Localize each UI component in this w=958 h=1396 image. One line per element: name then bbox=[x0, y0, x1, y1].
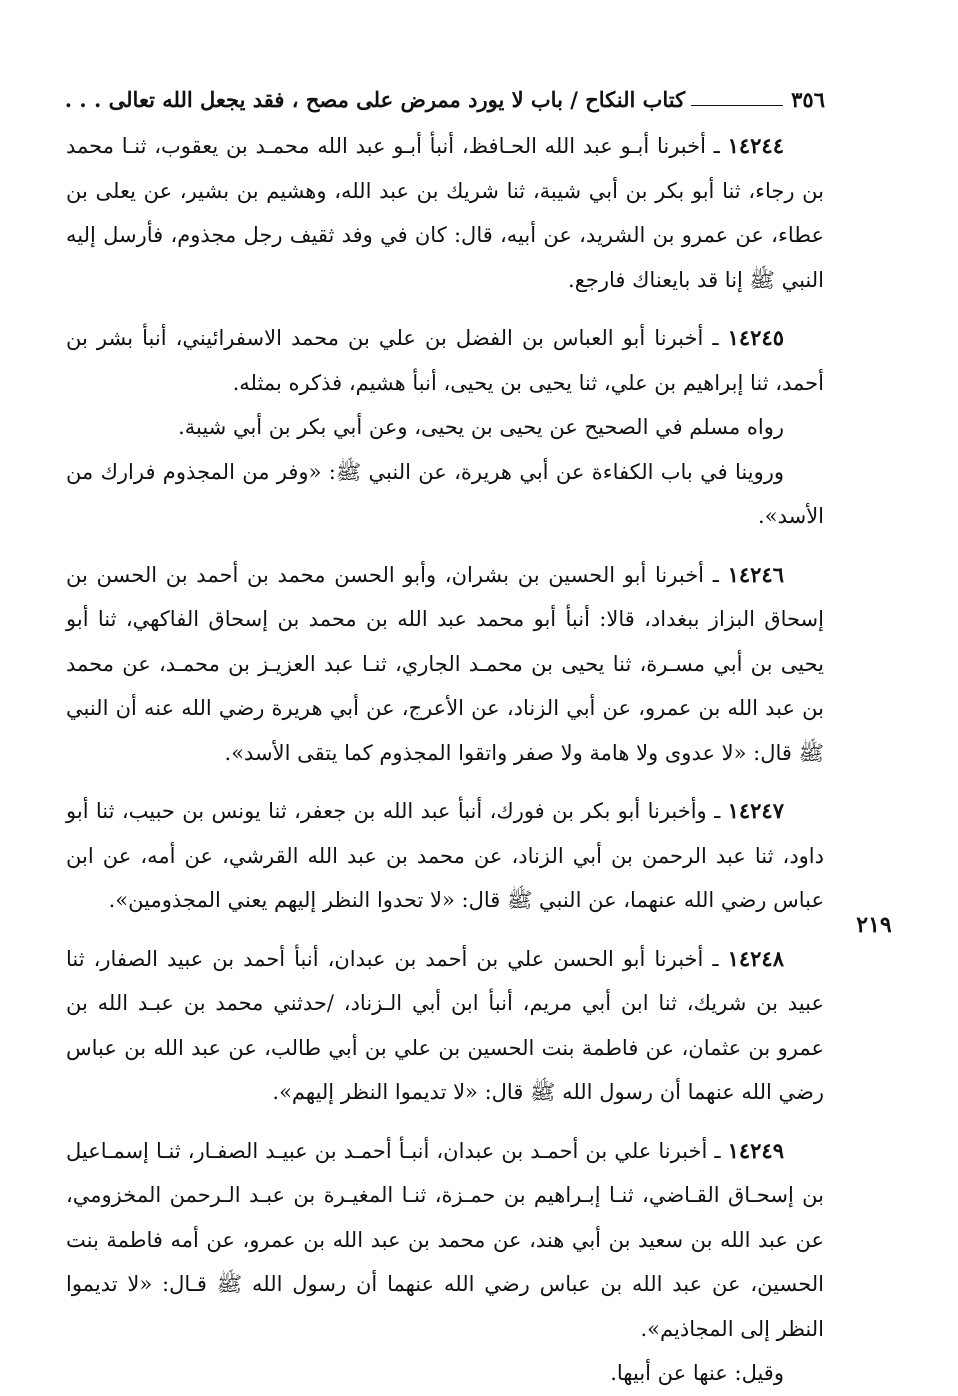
hadith-number: ١٤٢٤٥ bbox=[727, 325, 784, 350]
header-title: كتاب النكاح / باب لا يورد ممرض على مصح ، فقد يجعل الله تعالى . . . bbox=[64, 87, 686, 112]
hadith-paragraph bbox=[66, 124, 824, 302]
hadith-text: ـ وأخبرنا أبو بكر بن فورك، أنبأ عبد الله بن جعفر، ثنا يونس بن حبيب، ثنا أبو داود، ثنا عبد الرحمن بن أبي الزناد، عن محمد بن عبد الله القرشي، عن أمه، عن ابن عباس رضي الله عنهما، عن النبي ﷺ قال: «لا تحدوا النظر إليهم يعني المجذومين». bbox=[66, 799, 824, 912]
body-text bbox=[66, 124, 824, 1396]
hadith-paragraph bbox=[66, 937, 824, 1115]
commentary-text: وروينا في باب الكفاءة عن أبي هريرة، عن النبي ﷺ: «وفر من المجذوم فرارك من الأسد». bbox=[66, 459, 824, 528]
commentary-paragraph bbox=[66, 1351, 824, 1396]
hadith-paragraph bbox=[66, 1129, 824, 1352]
hadith-text: ـ أخبرنا أبو الحسين بن بشران، وأبو الحسن محمد بن أحمد بن الحسن بن إسحاق البزاز ببغداد، قالا: أنبأ أبو محمد عبد الله بن محمد بن إسحاق الفاكهي، ثنا أبو يحيى بن أبي مسـرة، ثنا يحيى بن محمـد الجاري، ثنـا عبد العزيـز بن محمـد، عن محمد بن عبد الله بن عمرو، عن أبي الزناد، عن الأعرج، عن أبي هريرة رضي الله عنه أن النبي ﷺ قال: «لا عدوى ولا هامة ولا صفر واتقوا المجذوم كما يتقى الأسد». bbox=[66, 562, 824, 765]
commentary-text: وقيل: عنها عن أبيها. bbox=[610, 1361, 784, 1385]
hadith-paragraph bbox=[66, 789, 824, 923]
page-number: ٣٥٦ bbox=[791, 87, 825, 112]
running-header bbox=[60, 68, 825, 112]
hadith-text: ـ أخبرنا أبو العباس بن الفضل بن علي بن محمد الاسفرائيني، أنبأ بشر بن أحمد، ثنا إبراهيم بن علي، ثنا يحيى بن يحيى، أنبأ هشيم، فذكره بمثله. bbox=[66, 326, 824, 395]
hadith-paragraph bbox=[66, 553, 824, 776]
hadith-text: ـ أخبرنا أبو الحسن علي بن أحمد بن عبدان، أنبأ أحمد بن عبيد الصفار، ثنا عبيد بن شريك، ثنا ابن أبي مريم، أنبأ ابن أبي الـزناد، /حدثني محمد بن عبـد الله بن عمرو بن عثمان، عن فاطمة بنت الحسين بن علي بن أبي طالب، عن عبد الله بن عباس رضي الله عنهما أن رسول الله ﷺ قال: «لا تديموا النظر إليهم». bbox=[66, 946, 824, 1104]
margin-page-reference: ٢١٩ bbox=[856, 912, 892, 938]
commentary-paragraph bbox=[66, 405, 824, 450]
commentary-text: رواه مسلم في الصحيح عن يحيى بن يحيى، وعن أبي بكر بن أبي شيبة. bbox=[178, 415, 784, 439]
hadith-number: ١٤٢٤٤ bbox=[727, 133, 784, 158]
header-rule bbox=[691, 105, 783, 106]
hadith-number: ١٤٢٤٩ bbox=[727, 1137, 784, 1163]
hadith-number: ١٤٢٤٦ bbox=[727, 561, 784, 587]
hadith-number: ١٤٢٤٨ bbox=[727, 945, 784, 971]
hadith-text: ـ أخبرنا أبـو عبد الله الحـافظ، أنبأ أبـو عبد الله محمـد بن يعقوب، ثنـا محمد بن رجاء، ثنا أبو بكر بن أبي شيبة، ثنا شريك بن عبد الله، وهشيم بن بشير، عن يعلى بن عطاء، عن عمرو بن الشريد، عن أبيه، قال: كان في وفد ثقيف رجل مجذوم، فأرسل إليه النبي ﷺ إنا قد بايعناك فارجع. bbox=[66, 134, 824, 292]
commentary-paragraph bbox=[66, 450, 824, 539]
hadith-text: ـ أخبرنا علي بن أحمـد بن عبدان، أنبـأ أحمـد بن عبيـد الصفـار، ثنـا إسمـاعيل بن إسحـاق القـاضي، ثنـا إبـراهيم بن حمـزة، ثنـا المغيـرة بن عبـد الـرحمن المخزومي، عن عبد الله بن سعيد بن أبي هند، عن محمد بن عبد الله بن عمرو، عن أمه فاطمة بنت الحسين، عن عبد الله بن عباس رضي الله عنهما أن رسول الله ﷺ قـال: «لا تديموا النظر إلى المجاذيم». bbox=[66, 1138, 824, 1341]
hadith-number: ١٤٢٤٧ bbox=[727, 798, 784, 823]
hadith-paragraph bbox=[66, 316, 824, 405]
